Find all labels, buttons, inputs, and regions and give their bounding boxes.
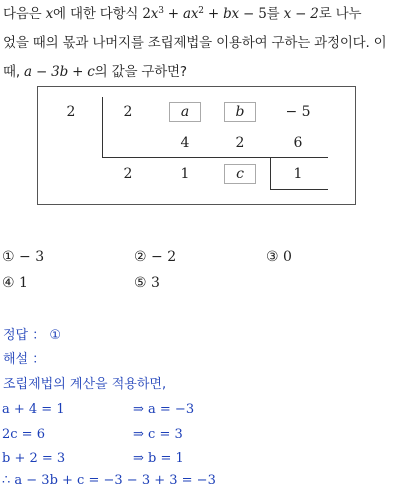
question-text: 에 대한 다항식	[53, 6, 139, 22]
polynomial: $2x^3 + ax^2$ + bx − 5	[142, 6, 267, 22]
choice-2[interactable]: ② − 2	[134, 249, 177, 265]
row2-val-1: 4	[180, 135, 190, 151]
blank-a: a	[169, 102, 201, 122]
coef-4: − 5	[285, 104, 311, 120]
step-1-right: ⇒ a = −3	[133, 402, 195, 417]
explanation-label: 해설 ：	[3, 352, 46, 367]
divider-horizontal	[102, 157, 328, 158]
choice-1[interactable]: ① − 3	[2, 249, 45, 265]
variable-x: x	[45, 6, 54, 22]
coef-1: 2	[123, 104, 133, 120]
quotient-2: 1	[180, 166, 190, 182]
question-line-2: 었을 때의 몫과 나머지를 조립제법을 이용하여 구하는 과정이다. 이	[3, 35, 387, 51]
row2-val-2: 2	[235, 135, 245, 151]
choice-3[interactable]: ③ 0	[266, 249, 292, 265]
blank-b: b	[224, 102, 256, 122]
target-expression: a − 3b + c	[24, 64, 95, 80]
blank-c: c	[224, 164, 256, 184]
step-1-left: a + 4 = 1	[2, 402, 65, 417]
divider-vertical	[102, 97, 103, 157]
step-3-left: b + 2 = 3	[2, 451, 66, 466]
step-3-right: ⇒ b = 1	[133, 451, 184, 466]
question-text: 로 나누	[318, 6, 362, 22]
answer-value: ①	[49, 328, 62, 343]
choice-5[interactable]: ⑤ 3	[134, 275, 160, 291]
remainder-underline	[270, 189, 328, 190]
quotient-1: 2	[123, 166, 133, 182]
remainder: 1	[293, 166, 303, 182]
remainder-bar	[270, 158, 271, 189]
step-2-right: ⇒ c = 3	[133, 427, 183, 442]
choice-4[interactable]: ④ 1	[2, 275, 28, 291]
question-line-3: 때, a − 3b + c의 값을 구하면?	[3, 64, 187, 80]
row2-val-3: 6	[293, 135, 303, 151]
question-text: 다음은	[3, 6, 42, 22]
question-line-1	[3, 5, 361, 23]
final-result: ∴ a − 3b + c = −3 − 3 + 3 = −3	[2, 473, 216, 488]
synthetic-division-box	[37, 86, 356, 205]
answer-line: 정답 ： ①	[3, 328, 62, 343]
question-text: 를	[266, 6, 280, 22]
explanation-intro: 조립제법의 계산을 적용하면,	[3, 377, 167, 392]
divisor-expression: x − 2	[283, 6, 319, 22]
step-2-left: 2c = 6	[2, 427, 45, 442]
divisor-value: 2	[66, 104, 76, 120]
